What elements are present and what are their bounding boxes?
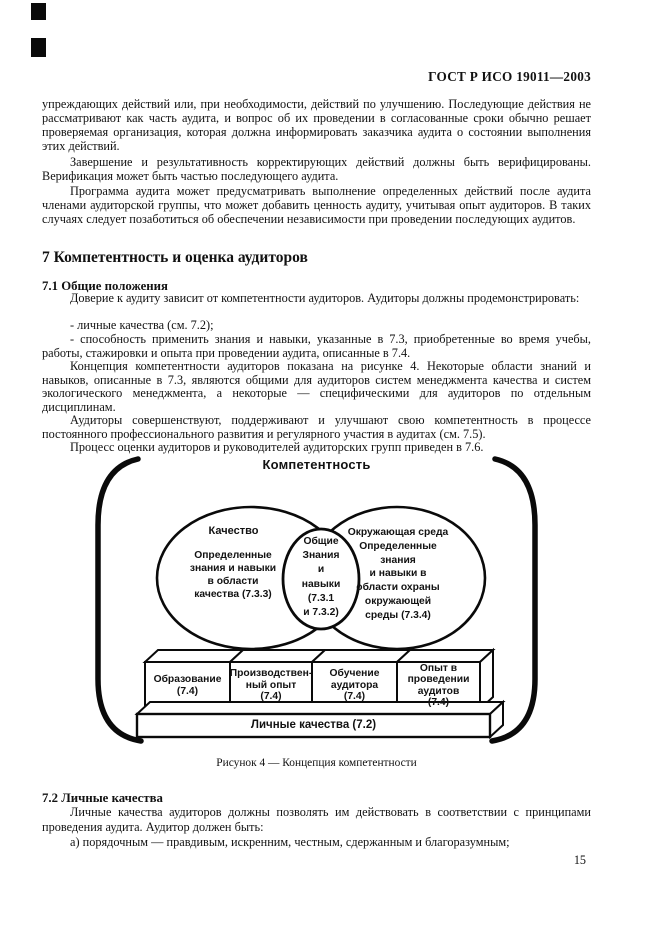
page-header-standard-code: ГОСТ Р ИСО 19011—2003 bbox=[428, 69, 591, 84]
block-line: (7.4) bbox=[427, 696, 450, 708]
paragraph-personal-qualities: Личные качества аудиторов должны позволять им действовать в соответствии с принципами проведения аудита. Аудитор должен быть: bbox=[42, 805, 591, 834]
common-line: и 7.3.2) bbox=[303, 607, 339, 619]
environment-line: области охраны bbox=[356, 582, 440, 594]
figure-competence-concept bbox=[93, 455, 540, 747]
figure-caption: Рисунок 4 — Концепция компетентности bbox=[216, 757, 417, 769]
common-line: Общие bbox=[303, 536, 339, 547]
block-audit-experience-top bbox=[397, 650, 493, 662]
common-line: и bbox=[317, 564, 325, 576]
block-line: аудитора bbox=[330, 679, 379, 691]
paragraph-follow-up-actions: упреждающих действий или, при необходимости, действий по улучшению. Последующие действия не рассматривают как часть аудита, и вопрос об их проведении в согласованные сроки обычно решает проверяемая организация, которая должна информировать заказчика аудита о состоянии выполнения этих действий. bbox=[42, 97, 591, 153]
section-7-1-heading: 7.1 Общие положения bbox=[42, 279, 168, 293]
block-education-top bbox=[145, 650, 243, 662]
frame-bracket-right bbox=[492, 459, 535, 741]
block-work-experience-top bbox=[230, 650, 325, 662]
environment-line: среды (7.3.4) bbox=[365, 609, 431, 621]
environment-line: Определенные bbox=[359, 540, 437, 552]
block-audit-experience-label bbox=[397, 662, 480, 709]
block-auditor-training-label bbox=[312, 662, 397, 709]
block-work-experience-label bbox=[230, 662, 312, 709]
block-line: Образование bbox=[153, 674, 222, 685]
block-line: Обучение bbox=[329, 668, 380, 680]
environment-line: окружающей bbox=[364, 595, 432, 607]
block-auditor-training-top bbox=[312, 650, 410, 662]
environment-ellipse-text bbox=[335, 526, 461, 623]
common-line: (7.3.1 bbox=[307, 592, 335, 604]
block-line: (7.4) bbox=[343, 691, 366, 703]
block-line: аудитов bbox=[417, 685, 460, 697]
quality-line: Определенные bbox=[194, 550, 272, 561]
base-bar-label: Личные качества (7.2) bbox=[250, 719, 377, 731]
quality-line: качества (7.3.3) bbox=[194, 589, 272, 600]
common-line: навыки bbox=[301, 578, 341, 590]
block-line: (7.4) bbox=[260, 691, 282, 703]
list-item-a-ethical: а) порядочным — правдивым, искренним, честным, сдержанным и благоразумным; bbox=[70, 835, 510, 849]
scan-mark-bottom bbox=[31, 38, 46, 57]
section-7-heading: 7 Компетентность и оценка аудиторов bbox=[42, 249, 308, 266]
block-line: (7.4) bbox=[176, 685, 199, 697]
paragraph-concept-figure: Концепция компетентности аудиторов показана на рисунке 4. Некоторые области знаний и навыков, описанные в 7.3, являются общими для аудиторов систем менеджмента качества и систем экологического менеджмента, а некоторые — специфическими для аудиторов по отдельным дисциплинам. bbox=[42, 359, 591, 414]
environment-line: и навыки в bbox=[369, 568, 427, 580]
block-audit-experience-side bbox=[480, 650, 493, 709]
figure-title: Компетентность bbox=[262, 457, 371, 472]
quality-line: знания и навыки bbox=[189, 563, 277, 574]
block-line: ный опыт bbox=[245, 679, 297, 691]
paragraph-audit-programme: Программа аудита может предусматривать выполнение определенных действий после аудита членами аудиторской группы, что может добавить ценность аудиту, учитывая опыт аудиторов. В таких случаях следует позаботиться об обеспечении независимости при проведении последующих аудитов. bbox=[42, 184, 591, 226]
common-line: Знания bbox=[302, 550, 340, 562]
block-line: проведении bbox=[407, 674, 470, 686]
frame-bracket-left bbox=[98, 459, 141, 741]
block-line: Опыт в bbox=[419, 663, 458, 675]
scan-mark-top bbox=[31, 3, 46, 20]
environment-line: Окружающая среда bbox=[347, 527, 449, 538]
environment-line: знания bbox=[380, 554, 416, 566]
quality-line: в области bbox=[207, 576, 259, 587]
page-number: 15 bbox=[573, 853, 586, 867]
paragraph-confidence: Доверие к аудиту зависит от компетентности аудиторов. Аудиторы должны продемонстрировать: bbox=[70, 291, 580, 305]
paragraph-evaluation-process: Процесс оценки аудиторов и руководителей аудиторских групп приведен в 7.6. bbox=[70, 440, 484, 454]
list-item-knowledge-skills: - способность применить знания и навыки, указанные в 7.3, приобретенные во время учебы, работы, стажировки и опыта при проведении аудита, описанные в 7.4. bbox=[42, 332, 591, 360]
paragraph-improvement: Аудиторы совершенствуют, поддерживают и улучшают свою компетентность в процессе постоянного профессионального развития и регулярного участия в аудитах (см. 7.5). bbox=[42, 413, 591, 441]
paragraph-verification: Завершение и результативность корректирующих действий должны быть верифицированы. Верификация может быть частью последующего аудита. bbox=[42, 155, 591, 183]
quality-ellipse-title: Качество bbox=[208, 525, 259, 537]
block-education-label bbox=[145, 662, 230, 709]
list-item-personal-qualities: - личные качества (см. 7.2); bbox=[70, 318, 214, 332]
section-7-2-heading: 7.2 Личные качества bbox=[42, 791, 163, 805]
block-line: Производствен- bbox=[229, 668, 313, 680]
